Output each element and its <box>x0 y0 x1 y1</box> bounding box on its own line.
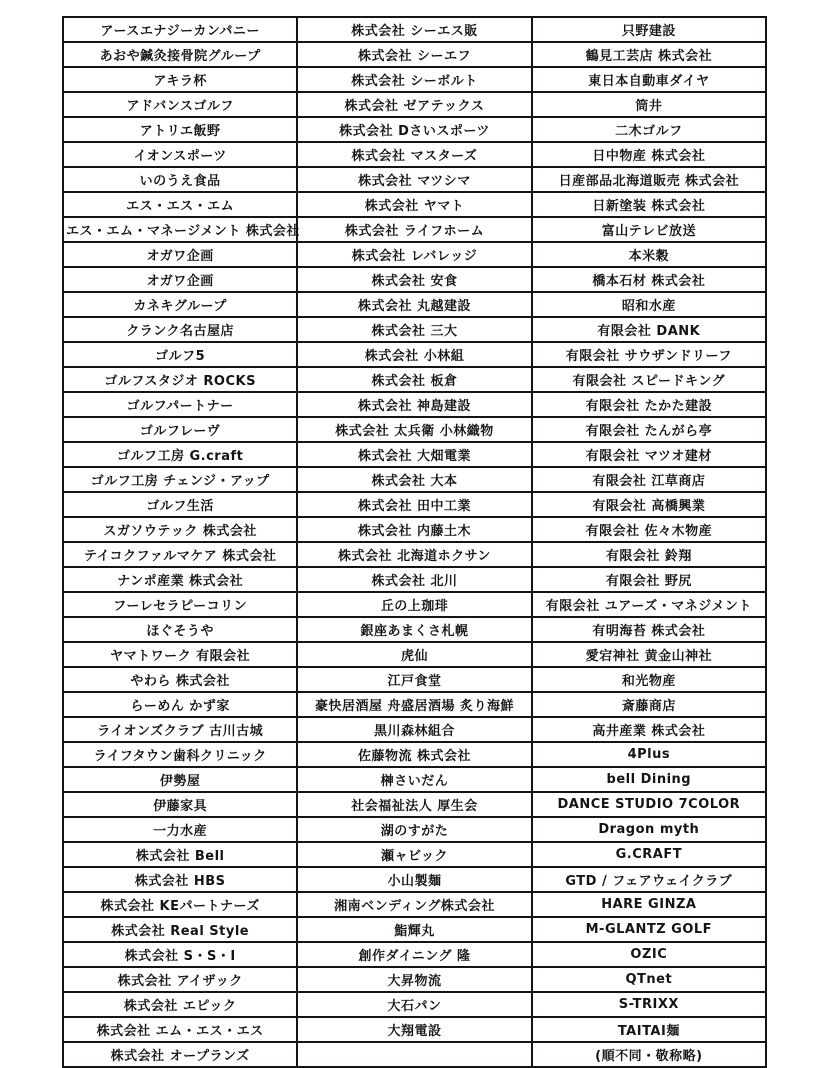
table-cell: 斎藤商店 <box>532 692 766 717</box>
table-cell: 有限会社 江草商店 <box>532 467 766 492</box>
table-row <box>63 317 766 342</box>
table-row <box>63 592 766 617</box>
table-cell: 湘南ベンディング株式会社 <box>297 892 531 917</box>
table-cell: 有限会社 スピードキング <box>532 367 766 392</box>
table-cell: 社会福祉法人 厚生会 <box>297 792 531 817</box>
table-cell: 有限会社 たかた建設 <box>532 392 766 417</box>
table-cell: アースエナジーカンパニー <box>63 17 297 42</box>
table-row <box>63 567 766 592</box>
table-row <box>63 367 766 392</box>
table-row <box>63 542 766 567</box>
table-cell: 榊さいだん <box>297 767 531 792</box>
table-cell: 株式会社 エム・エス・エス <box>63 1017 297 1042</box>
table-cell: ゴルフ工房 チェンジ・アップ <box>63 467 297 492</box>
table-row <box>63 1042 766 1067</box>
table-row <box>63 492 766 517</box>
table-cell: 高井産業 株式会社 <box>532 717 766 742</box>
table-row <box>63 992 766 1017</box>
table-cell: 株式会社 小林組 <box>297 342 531 367</box>
table-cell: 有限会社 たんがら亭 <box>532 417 766 442</box>
table-row <box>63 67 766 92</box>
table-cell: ゴルフ工房 G.craft <box>63 442 297 467</box>
table-cell: いのうえ食品 <box>63 167 297 192</box>
table-cell: らーめん かず家 <box>63 692 297 717</box>
table-cell: 日産部品北海道販売 株式会社 <box>532 167 766 192</box>
table-row <box>63 842 766 867</box>
table-cell: 株式会社 エピック <box>63 992 297 1017</box>
table-cell: 4Plus <box>532 742 766 767</box>
table-cell: 株式会社 マツシマ <box>297 167 531 192</box>
table-cell: 伊藤家具 <box>63 792 297 817</box>
table-cell: ゴルフレーヴ <box>63 417 297 442</box>
table-cell: 株式会社 板倉 <box>297 367 531 392</box>
table-cell: エス・エス・エム <box>63 192 297 217</box>
table-cell: Dragon myth <box>532 817 766 842</box>
table-cell: TAITAI麺 <box>532 1017 766 1042</box>
table-cell: OZIC <box>532 942 766 967</box>
table-row <box>63 967 766 992</box>
table-cell: 株式会社 シーエフ <box>297 42 531 67</box>
table-cell: 株式会社 レバレッジ <box>297 242 531 267</box>
table-cell: 有限会社 高橋興業 <box>532 492 766 517</box>
table-row <box>63 142 766 167</box>
table-cell: 有限会社 サウザンドリーフ <box>532 342 766 367</box>
table-row <box>63 442 766 467</box>
table-row <box>63 767 766 792</box>
table-cell: 有限会社 佐々木物産 <box>532 517 766 542</box>
table-cell: 株式会社 マスターズ <box>297 142 531 167</box>
table-cell: 株式会社 シーボルト <box>297 67 531 92</box>
table-cell: 小山製麺 <box>297 867 531 892</box>
table-cell: 大昇物流 <box>297 967 531 992</box>
table-cell: オガワ企画 <box>63 267 297 292</box>
table-row <box>63 917 766 942</box>
table-cell: アドバンスゴルフ <box>63 92 297 117</box>
table-cell: ゴルフ生活 <box>63 492 297 517</box>
table-cell <box>297 1042 531 1067</box>
table-cell: オガワ企画 <box>63 242 297 267</box>
table-cell: 株式会社 三大 <box>297 317 531 342</box>
table-cell: S-TRIXX <box>532 992 766 1017</box>
table-cell: 有限会社 マツオ建材 <box>532 442 766 467</box>
table-row <box>63 242 766 267</box>
table-row <box>63 267 766 292</box>
table-cell: 株式会社 KEパートナーズ <box>63 892 297 917</box>
table-cell: フーレセラピーコリン <box>63 592 297 617</box>
table-cell: 橋本石材 株式会社 <box>532 267 766 292</box>
table-row <box>63 192 766 217</box>
table-cell: 伊勢屋 <box>63 767 297 792</box>
table-row <box>63 467 766 492</box>
table-cell: 大石パン <box>297 992 531 1017</box>
table-cell: 有限会社 鈴翔 <box>532 542 766 567</box>
table-row <box>63 92 766 117</box>
table-cell: 富山テレビ放送 <box>532 217 766 242</box>
table-cell: 筒井 <box>532 92 766 117</box>
table-cell: 株式会社 北川 <box>297 567 531 592</box>
table-cell: 株式会社 オープランズ <box>63 1042 297 1067</box>
table-cell: 株式会社 ヤマト <box>297 192 531 217</box>
table-cell: ライオンズクラブ 古川古城 <box>63 717 297 742</box>
table-cell: イオンスポーツ <box>63 142 297 167</box>
table-cell: 愛宕神社 黄金山神社 <box>532 642 766 667</box>
table-cell: 日中物産 株式会社 <box>532 142 766 167</box>
table-cell: 豪快居酒屋 舟盛居酒場 炙り海鮮 <box>297 692 531 717</box>
table-cell: アキラ杯 <box>63 67 297 92</box>
table-row <box>63 742 766 767</box>
table-row <box>63 792 766 817</box>
table-cell: GTD / フェアウェイクラブ <box>532 867 766 892</box>
table-cell: 有限会社 DANK <box>532 317 766 342</box>
table-row <box>63 617 766 642</box>
table-cell: 株式会社 大本 <box>297 467 531 492</box>
table-cell: カネキグループ <box>63 292 297 317</box>
table-cell: あおや鍼灸接骨院グループ <box>63 42 297 67</box>
table-cell: ナンポ産業 株式会社 <box>63 567 297 592</box>
table-cell: クランク名古屋店 <box>63 317 297 342</box>
table-cell: 瀬ャビック <box>297 842 531 867</box>
table-cell: 有限会社 ユアーズ・マネジメント <box>532 592 766 617</box>
table-cell: G.CRAFT <box>532 842 766 867</box>
table-cell: 本米穀 <box>532 242 766 267</box>
table-cell: 二木ゴルフ <box>532 117 766 142</box>
table-row <box>63 692 766 717</box>
table-cell: 有限会社 野尻 <box>532 567 766 592</box>
table-cell: M-GLANTZ GOLF <box>532 917 766 942</box>
table-cell: 昭和水産 <box>532 292 766 317</box>
table-cell: 株式会社 太兵衛 小林織物 <box>297 417 531 442</box>
table-row <box>63 1017 766 1042</box>
table-row <box>63 517 766 542</box>
table-row <box>63 867 766 892</box>
sponsor-table-body <box>63 17 766 1067</box>
table-cell: (順不同・敬称略) <box>532 1042 766 1067</box>
table-row <box>63 717 766 742</box>
table-cell: HARE GINZA <box>532 892 766 917</box>
table-cell: ゴルフスタジオ ROCKS <box>63 367 297 392</box>
table-cell: 株式会社 ゼアテックス <box>297 92 531 117</box>
table-cell: 銀座あまくさ札幌 <box>297 617 531 642</box>
table-row <box>63 817 766 842</box>
table-row <box>63 217 766 242</box>
table-cell: 株式会社 ライフホーム <box>297 217 531 242</box>
table-row <box>63 42 766 67</box>
table-row <box>63 642 766 667</box>
table-row <box>63 167 766 192</box>
table-cell: 大翔電設 <box>297 1017 531 1042</box>
table-cell: 株式会社 Real Style <box>63 917 297 942</box>
table-cell: 株式会社 シーエス販 <box>297 17 531 42</box>
table-cell: 有明海苔 株式会社 <box>532 617 766 642</box>
table-row <box>63 392 766 417</box>
table-cell: 株式会社 Dさいスポーツ <box>297 117 531 142</box>
table-row <box>63 942 766 967</box>
table-cell: 一力水産 <box>63 817 297 842</box>
table-cell: 株式会社 HBS <box>63 867 297 892</box>
table-cell: ゴルフ5 <box>63 342 297 367</box>
table-cell: 株式会社 神島建設 <box>297 392 531 417</box>
table-cell: 株式会社 大畑電業 <box>297 442 531 467</box>
table-row <box>63 17 766 42</box>
table-cell: bell Dining <box>532 767 766 792</box>
table-row <box>63 892 766 917</box>
table-cell: 株式会社 田中工業 <box>297 492 531 517</box>
table-cell: 虎仙 <box>297 642 531 667</box>
table-cell: 株式会社 アイザック <box>63 967 297 992</box>
table-row <box>63 117 766 142</box>
table-cell: 東日本自動車ダイヤ <box>532 67 766 92</box>
table-cell: ヤマトワーク 有限会社 <box>63 642 297 667</box>
table-cell: 江戸食堂 <box>297 667 531 692</box>
table-cell: 株式会社 安食 <box>297 267 531 292</box>
table-cell: やわら 株式会社 <box>63 667 297 692</box>
table-cell: 鶴見工芸店 株式会社 <box>532 42 766 67</box>
sponsor-table <box>62 16 767 1068</box>
table-cell: 株式会社 内藤土木 <box>297 517 531 542</box>
table-cell: QTnet <box>532 967 766 992</box>
table-cell: 湖のすがた <box>297 817 531 842</box>
table-cell: 黒川森林組合 <box>297 717 531 742</box>
table-cell: ライフタウン歯科クリニック <box>63 742 297 767</box>
table-cell: DANCE STUDIO 7COLOR <box>532 792 766 817</box>
table-cell: 只野建設 <box>532 17 766 42</box>
table-cell: アトリエ飯野 <box>63 117 297 142</box>
table-cell: ゴルフパートナー <box>63 392 297 417</box>
table-cell: 株式会社 Bell <box>63 842 297 867</box>
table-cell: 丘の上珈琲 <box>297 592 531 617</box>
table-cell: 株式会社 北海道ホクサン <box>297 542 531 567</box>
table-row <box>63 342 766 367</box>
table-cell: エス・エム・マネージメント 株式会社 <box>63 217 297 242</box>
table-row <box>63 292 766 317</box>
table-cell: スガソウテック 株式会社 <box>63 517 297 542</box>
table-cell: 和光物産 <box>532 667 766 692</box>
table-cell: テイコクファルマケア 株式会社 <box>63 542 297 567</box>
table-cell: 鮨輝丸 <box>297 917 531 942</box>
table-cell: 佐藤物流 株式会社 <box>297 742 531 767</box>
table-cell: 創作ダイニング 隆 <box>297 942 531 967</box>
table-cell: 日新塗装 株式会社 <box>532 192 766 217</box>
table-cell: ほぐそうや <box>63 617 297 642</box>
table-cell: 株式会社 S・S・I <box>63 942 297 967</box>
table-row <box>63 667 766 692</box>
table-row <box>63 417 766 442</box>
table-cell: 株式会社 丸越建設 <box>297 292 531 317</box>
